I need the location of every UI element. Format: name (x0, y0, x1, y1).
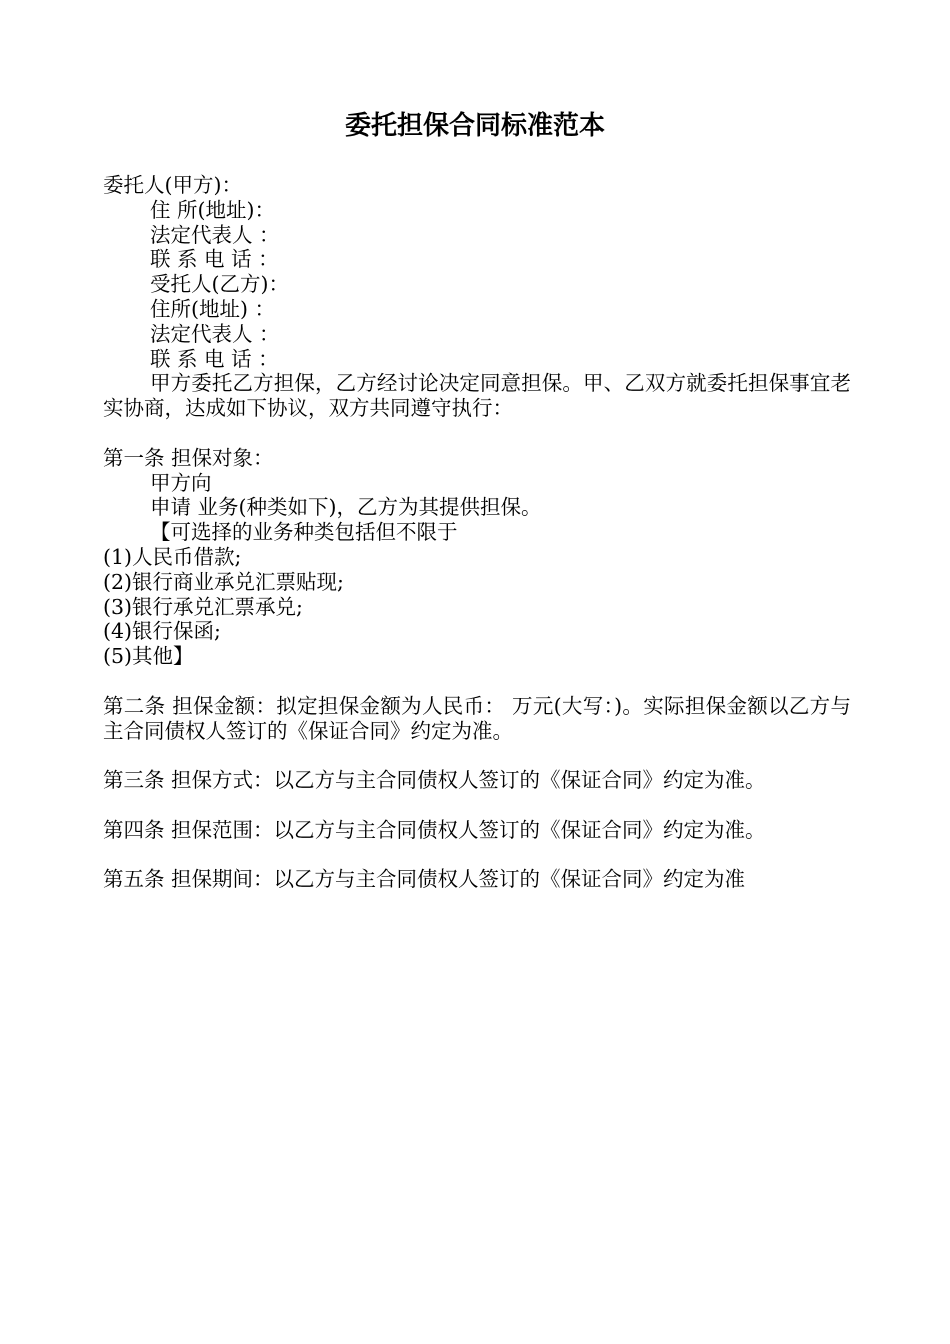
party-a-phone: 联 系 电 话 ： (150, 247, 279, 272)
article-5-paragraph: 第五条 担保期间：以乙方与主合同债权人签订的《保证合同》约定为准 (103, 867, 746, 892)
preamble-paragraph: 甲方委托乙方担保，乙方经讨论决定同意担保。甲、乙双方就委托担保事宜老实协商，达成如下协议，双方共同遵守执行： (103, 371, 851, 421)
article-1-line-1: 甲方向 (150, 470, 212, 495)
article-1-line-3: 【可选择的业务种类包括但不限于 (150, 520, 458, 545)
party-b-label: 受托人(乙方)： (150, 272, 289, 297)
article-1-option-4: (4)银行保函; (103, 619, 221, 644)
article-4-paragraph: 第四条 担保范围：以乙方与主合同债权人签订的《保证合同》约定为准。 (103, 817, 766, 842)
party-a-address: 住 所(地址)： (150, 197, 276, 222)
article-1-option-3: (3)银行承兑汇票承兑; (103, 594, 303, 619)
article-1-line-2: 申请 业务(种类如下)，乙方为其提供担保。 (150, 495, 542, 520)
party-b-legal-rep: 法定代表人 ： (150, 321, 280, 346)
party-b-phone: 联 系 电 话 ： (150, 346, 279, 371)
article-1-option-1: (1)人民币借款; (103, 544, 242, 569)
article-2-paragraph: 第二条 担保金额：拟定担保金额为人民币： 万元(大写：)。实际担保金额以乙方与主合同债权人签订的《保证合同》约定为准。 (103, 693, 851, 743)
document-title: 委托担保合同标准范本 (344, 111, 605, 141)
article-1-heading: 第一条 担保对象： (103, 445, 274, 470)
document-body (103, 173, 851, 892)
article-1-option-2: (2)银行商业承兑汇票贴现; (103, 569, 344, 594)
party-a-legal-rep: 法定代表人 ： (150, 222, 280, 247)
party-a-label: 委托人(甲方)： (103, 173, 242, 197)
article-3-paragraph: 第三条 担保方式：以乙方与主合同债权人签订的《保证合同》约定为准。 (103, 768, 766, 793)
party-b-address: 住所(地址) ： (150, 296, 276, 321)
article-1-option-5: (5)其他】 (103, 644, 194, 669)
